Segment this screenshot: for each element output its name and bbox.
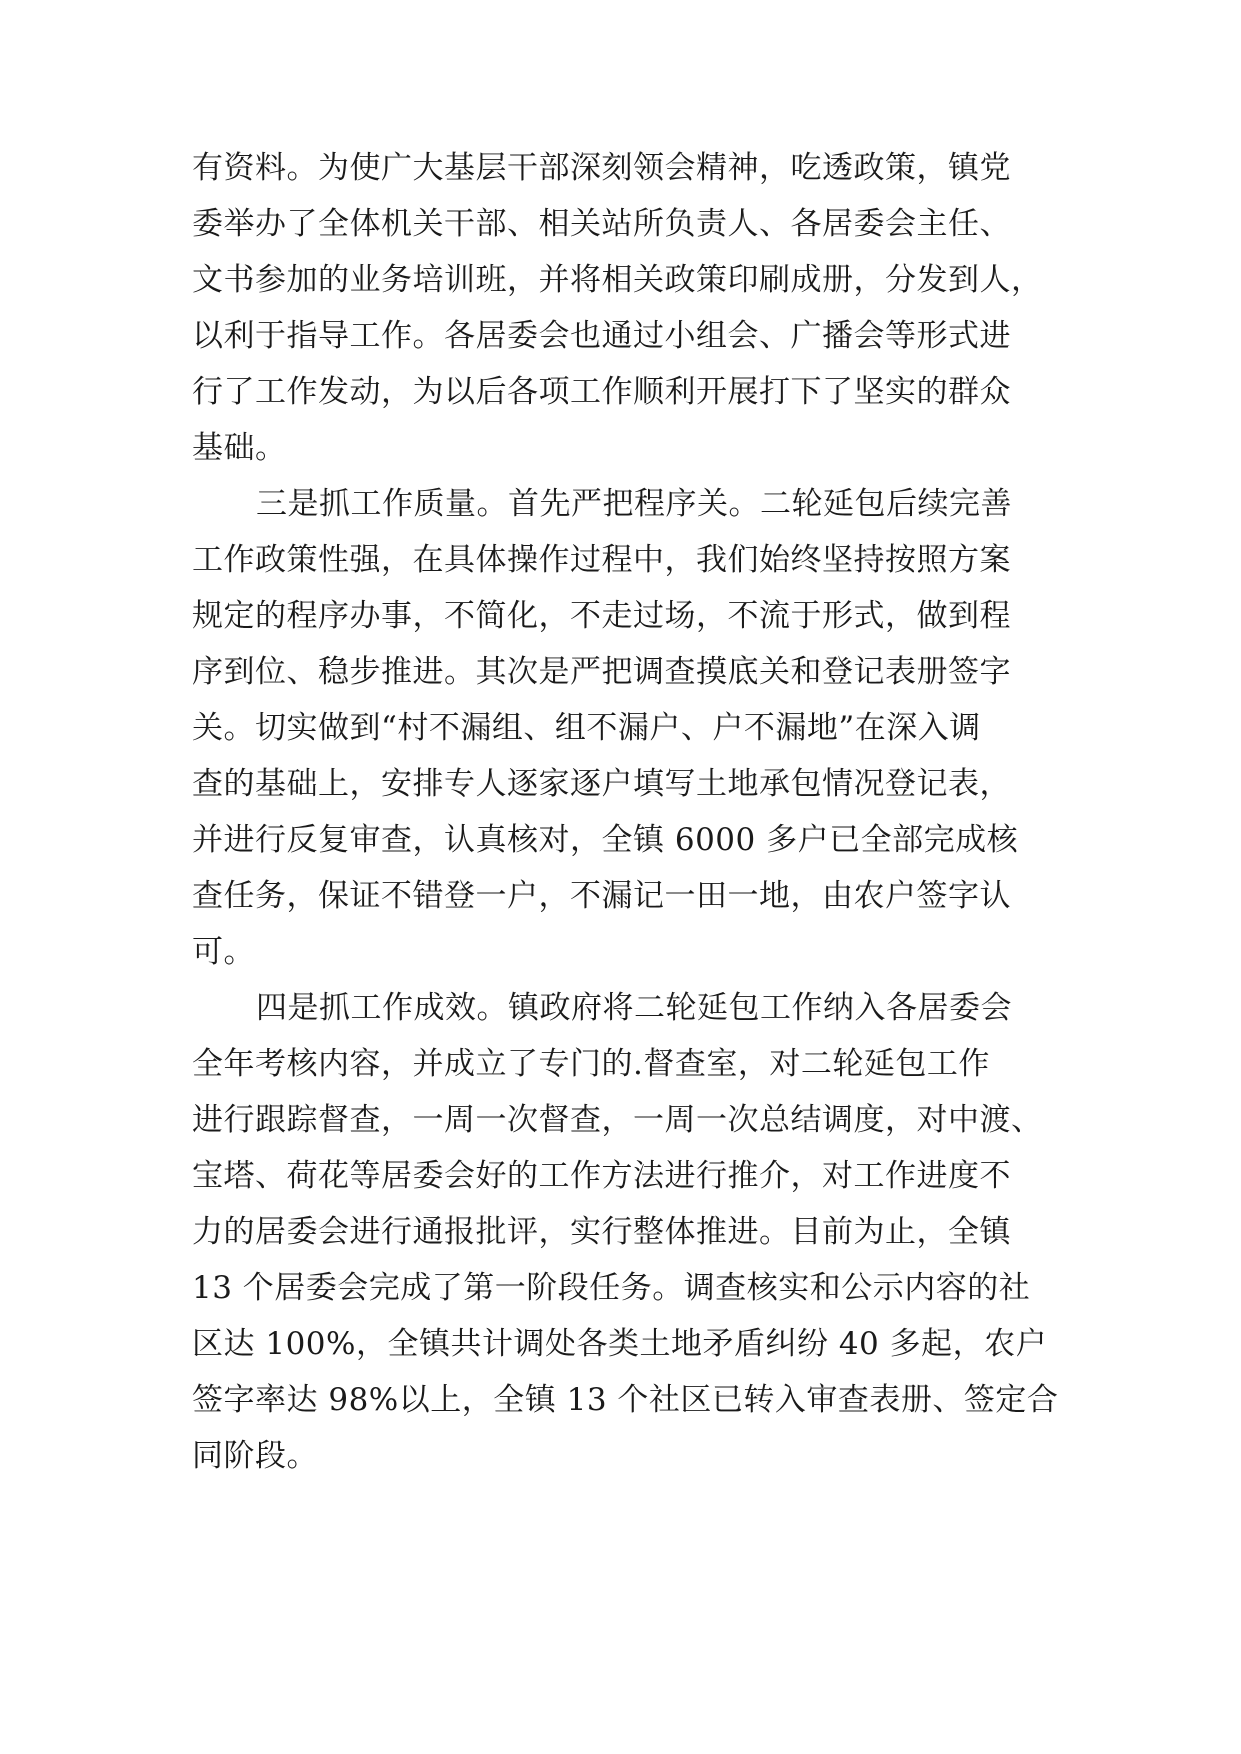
paragraph-3-line-4: 宝塔、荷花等居委会好的工作方法进行推介，对工作进度不: [192, 1158, 1011, 1194]
paragraph-1-line-4: 以利于指导工作。各居委会也通过小组会、广播会等形式进: [192, 318, 1011, 354]
paragraph-3-line-9: 同阶段。: [192, 1438, 318, 1474]
paragraph-2-line-4: 序到位、稳步推进。其次是严把调查摸底关和登记表册签字: [192, 654, 1011, 690]
paragraph-1-line-3: 文书参加的业务培训班，并将相关政策印刷成册，分发到人，: [192, 262, 1043, 298]
paragraph-1-line-1: 有资料。为使广大基层干部深刻领会精神，吃透政策，镇党: [192, 150, 1011, 186]
paragraph-2-line-7: 并进行反复审查，认真核对，全镇 6000 多户已全部完成核: [192, 822, 1019, 858]
paragraph-2-line-2: 工作政策性强，在具体操作过程中，我们始终坚持按照方案: [192, 542, 1011, 578]
paragraph-3-line-2: 全年考核内容，并成立了专门的.督查室，对二轮延包工作: [192, 1046, 990, 1082]
paragraph-1-line-5: 行了工作发动，为以后各项工作顺利开展打下了坚实的群众: [192, 374, 1011, 410]
paragraph-3-line-7: 区达 100%，全镇共计调处各类土地矛盾纠纷 40 多起，农户: [192, 1326, 1048, 1362]
paragraph-2-line-8: 查任务，保证不错登一户，不漏记一田一地，由农户签字认: [192, 878, 1011, 914]
paragraph-1-line-2: 委举办了全体机关干部、相关站所负责人、各居委会主任、: [192, 206, 1011, 242]
paragraph-3-line-5: 力的居委会进行通报批评，实行整体推进。目前为止，全镇: [192, 1214, 1011, 1250]
paragraph-3-line-1: 四是抓工作成效。镇政府将二轮延包工作纳入各居委会: [256, 990, 1012, 1026]
paragraph-2-line-9: 可。: [192, 934, 255, 970]
paragraph-2-line-1: 三是抓工作质量。首先严把程序关。二轮延包后续完善: [256, 486, 1012, 522]
paragraph-2-line-6: 查的基础上，安排专人逐家逐户填写土地承包情况登记表，: [192, 766, 1011, 802]
paragraph-2-line-5: 关。切实做到“村不漏组、组不漏户、户不漏地”在深入调: [192, 710, 981, 746]
paragraph-3-line-3: 进行跟踪督查，一周一次督查，一周一次总结调度，对中渡、: [192, 1102, 1043, 1138]
paragraph-3-line-8: 签字率达 98%以上，全镇 13 个社区已转入审查表册、签定合: [192, 1382, 1059, 1418]
paragraph-2-line-3: 规定的程序办事，不简化，不走过场，不流于形式，做到程: [192, 598, 1011, 634]
paragraph-1-line-6: 基础。: [192, 430, 287, 466]
paragraph-3-line-6: 13 个居委会完成了第一阶段任务。调查核实和公示内容的社: [192, 1270, 1031, 1306]
